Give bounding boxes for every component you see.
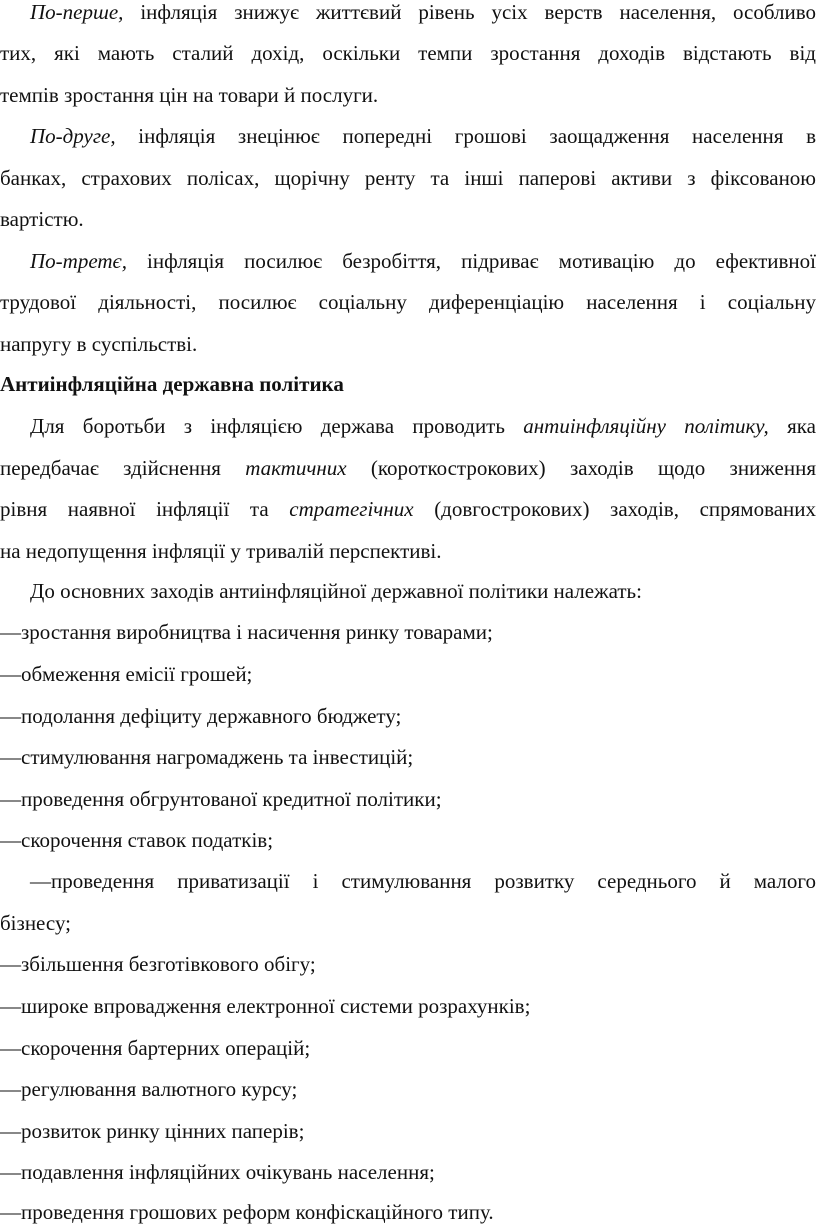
- list-item: —проведення грошових реформ конфіскаційного типу.: [0, 1200, 494, 1224]
- paragraph-2-line-2: банках, страхових полісах, щорічну ренту та інші паперові активи з фіксованою: [0, 166, 816, 190]
- list-item: —збільшення безготівкового обігу;: [0, 952, 316, 976]
- list-item: —широке впровадження електронної системи розрахунків;: [0, 994, 531, 1018]
- list-intro: До основних заходів антиінфляційної державної політики належать:: [30, 579, 642, 603]
- paragraph-1-line-3: темпів зростання цін на товари й послуги.: [0, 83, 379, 107]
- list-item: —подолання дефіциту державного бюджету;: [0, 704, 402, 728]
- list-item: —подавлення інфляційних очікувань населення;: [0, 1160, 435, 1184]
- list-item-long-line-2: бізнесу;: [0, 911, 71, 935]
- paragraph-2-line-1: По-друге, інфляція знецінює попередні грошові заощадження населення в: [30, 124, 816, 148]
- paragraph-1-lead: По-перше,: [30, 0, 124, 24]
- list-item: —регулювання валютного курсу;: [0, 1077, 298, 1101]
- list-item: —скорочення ставок податків;: [0, 828, 274, 852]
- list-item-long-line-1: —проведення приватизації і стимулювання розвитку середнього й малого: [30, 869, 816, 893]
- paragraph-4-line-2: передбачає здійснення тактичних (короткострокових) заходів щодо зниження: [0, 456, 816, 480]
- paragraph-3-line-3: напругу в суспільстві.: [0, 332, 198, 356]
- paragraph-4-line-4: на недопущення інфляції у тривалій перспективі.: [0, 539, 442, 563]
- list-item: —проведення обгрунтованої кредитної політики;: [0, 787, 442, 811]
- list-item: —зростання виробництва і насичення ринку товарами;: [0, 620, 493, 644]
- paragraph-3-line-1: По-третє, інфляція посилює безробіття, підриває мотивацію до ефективної: [30, 249, 816, 273]
- section-heading: Антиінфляційна державна політика: [0, 372, 344, 396]
- paragraph-3-lead: По-третє,: [30, 249, 127, 273]
- paragraph-1-line-1: По-перше, інфляція знижує життєвий рівень усіх верств населення, особливо: [30, 0, 816, 24]
- paragraph-2-lead: По-друге,: [30, 124, 116, 148]
- paragraph-4-line-1: Для боротьби з інфляцією держава проводить антиінфляційну політику, яка: [30, 414, 816, 438]
- paragraph-2-line-3: вартістю.: [0, 207, 84, 231]
- paragraph-3-line-2: трудової діяльності, посилює соціальну диференціацію населення і соціальну: [0, 290, 816, 314]
- list-item: —стимулювання нагромаджень та інвестицій;: [0, 745, 414, 769]
- paragraph-1-line-2: тих, які мають сталий дохід, оскільки темпи зростання доходів відстають від: [0, 41, 816, 65]
- list-item: —обмеження емісії грошей;: [0, 662, 253, 686]
- list-item: —розвиток ринку цінних паперів;: [0, 1119, 305, 1143]
- paragraph-4-line-3: рівня наявної інфляції та стратегічних (довгострокових) заходів, спрямованих: [0, 497, 816, 521]
- list-item: —скорочення бартерних операцій;: [0, 1036, 311, 1060]
